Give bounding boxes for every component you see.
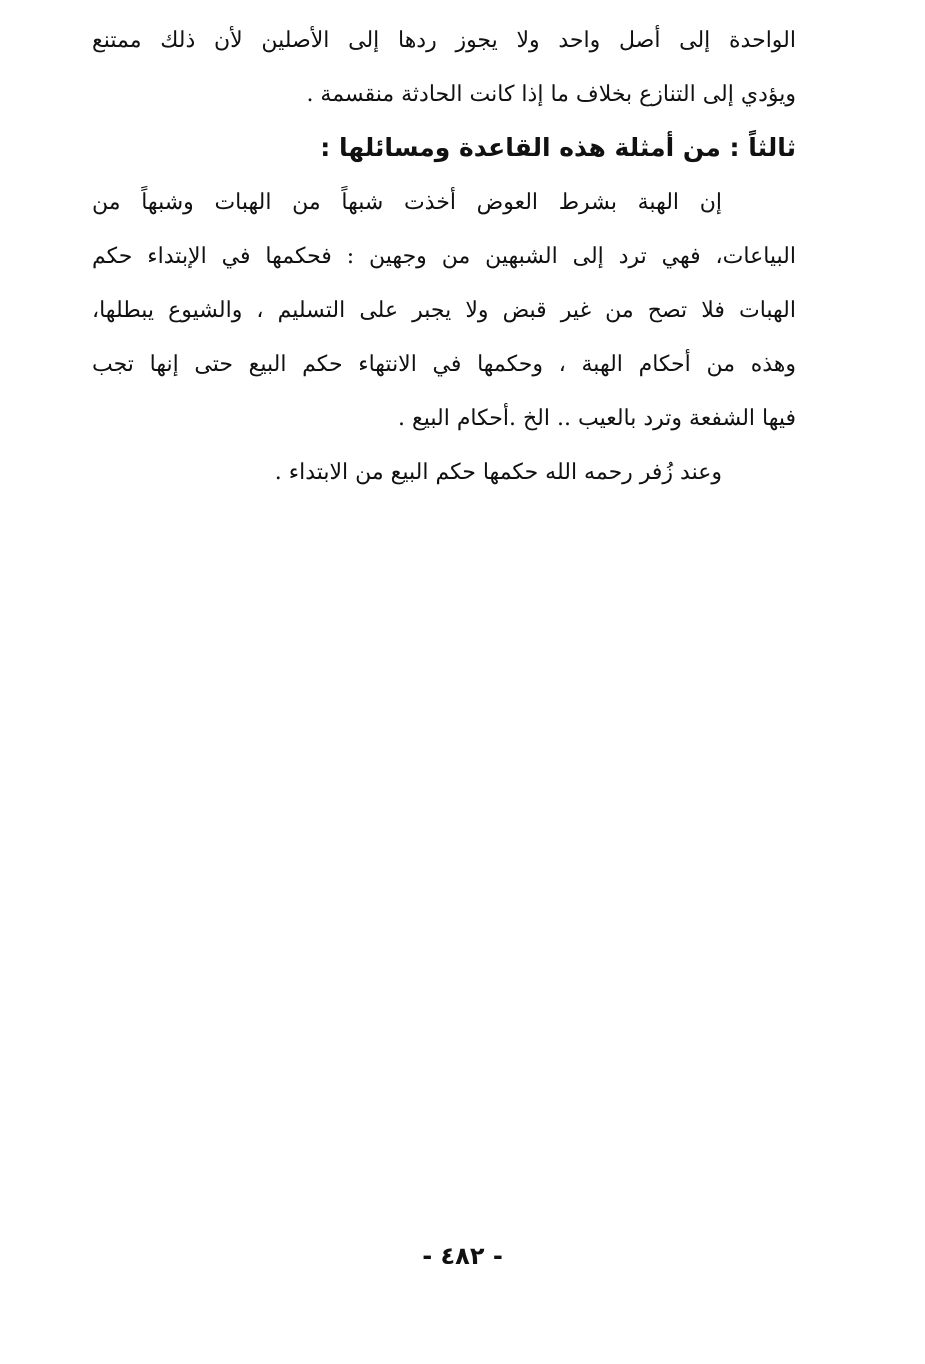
section-heading: ثالثاً : من أمثلة هذه القاعدة ومسائلها :	[320, 133, 796, 162]
text-line: ويؤدي إلى التنازع بخلاف ما إذا كانت الحادثة منقسمة .	[306, 82, 796, 107]
text-line: وعند زُفر رحمه الله حكمها حكم البيع من الابتداء .	[274, 460, 722, 485]
text-line: فيها الشفعة وترد بالعيب .. الخ .أحكام البيع .	[398, 406, 796, 431]
text-line: الهبات فلا تصح من غير قبض ولا يجبر على التسليم ، والشيوع يبطلها،	[92, 298, 796, 323]
text-line: وهذه من أحكام الهبة ، وحكمها في الانتهاء حكم البيع حتى إنها تجب	[92, 352, 796, 377]
page-text	[92, 14, 796, 500]
page-number: - ٤٨٢ -	[422, 1242, 503, 1270]
text-line: البياعات، فهي ترد إلى الشبهين من وجهين : فحكمها في الإبتداء حكم	[92, 244, 796, 269]
text-line: إن الهبة بشرط العوض أخذت شبهاً من الهبات وشبهاً من	[92, 190, 722, 215]
text-line: الواحدة إلى أصل واحد ولا يجوز ردها إلى الأصلين لأن ذلك ممتنع	[92, 28, 796, 53]
